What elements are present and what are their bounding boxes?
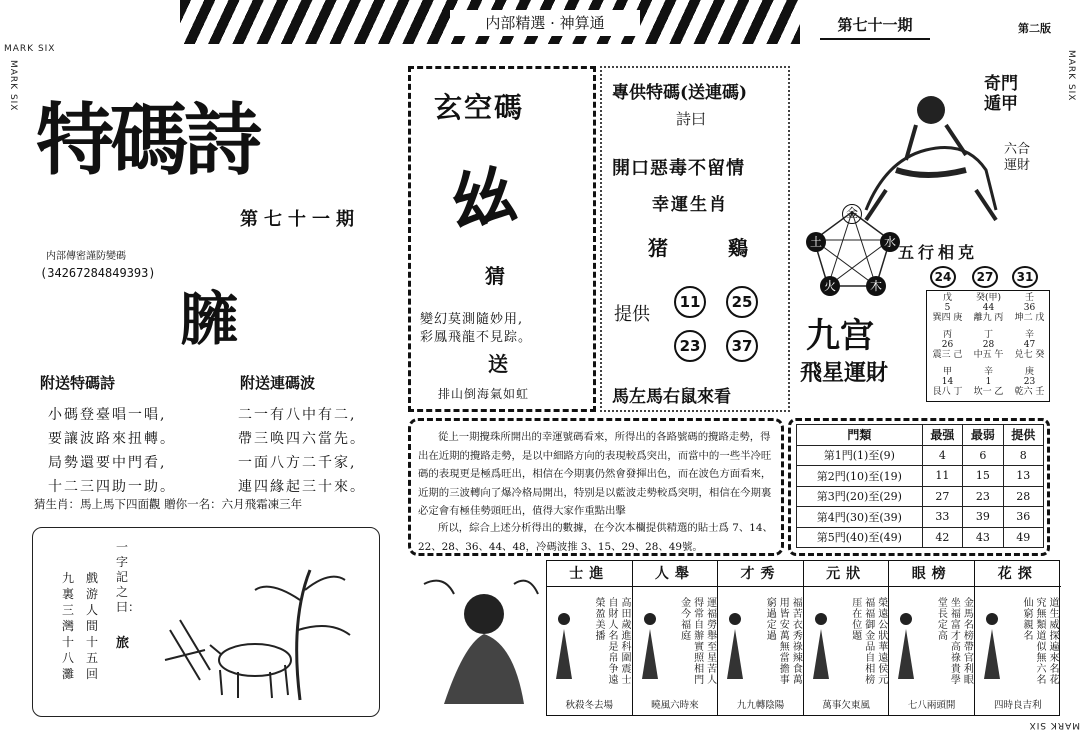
edition-label: 第二版 [1018, 22, 1051, 35]
ranking-body: 高田歲進科圍震士自財人名是帛争遠榮盈美播 [593, 597, 630, 685]
number-circle: 24 [930, 266, 956, 288]
ranking-foot: 曉風六時來 [651, 700, 699, 711]
brand-strip-left [2, 60, 18, 540]
table-row [797, 507, 1044, 528]
brand-text: MARK SIX [4, 44, 56, 54]
brand-strip-right [1060, 50, 1076, 730]
rhyme-title: 附送連碼波 [240, 374, 316, 392]
analysis-paragraph: 所以，綜合上述分析得出的數據，在今次本欄提供精選的貼士爲 7、14、22、28、36、44、48，冷碼波推 3、15、29、28、49號。 [418, 522, 773, 553]
scholar-illustration [414, 564, 542, 714]
ranking-head: 元狀 [804, 561, 889, 587]
figure-icon [724, 611, 746, 681]
liuhe-line: 運財 [1004, 158, 1031, 173]
table-cell: 23 [963, 486, 1003, 507]
issue-number-left: 第七十一期 [240, 209, 360, 230]
flying-star-title: 飛星運財 [800, 360, 889, 386]
table-cell: 39 [963, 507, 1003, 528]
ranking-panel [546, 560, 1060, 716]
xuankong-verse: 變幻莫測隨妙用, [420, 312, 524, 327]
ranking-head: 士進 [547, 561, 632, 587]
xuankong-verse: 彩鳳飛龍不見踪。 [420, 330, 533, 345]
tema-bottom-line: 馬左馬右鼠來看 [612, 387, 731, 407]
ranking-head: 眼榜 [889, 561, 974, 587]
big-character: 臃 [180, 285, 239, 353]
brand-text: MARK SIX [1066, 50, 1076, 102]
figure-icon [810, 611, 832, 681]
table-row [797, 527, 1044, 548]
table-cell: 15 [963, 466, 1003, 487]
xuankong-title: 玄空碼 [434, 91, 525, 124]
ranking-column [633, 561, 719, 715]
tema-title: 專供特碼(送連碼) [612, 83, 748, 103]
ranking-foot: 七八兩頭開 [907, 700, 956, 711]
table-row [797, 486, 1044, 507]
liuhe-label [1004, 142, 1030, 174]
qimen-line: 遁甲 [984, 94, 1018, 114]
element-metal: 金 [842, 204, 862, 224]
ranking-body: 福苦衣秀祿辣食萬用皆安萬無當擔事窮過定過 [764, 597, 802, 685]
brand-text: MARK SIX [1028, 720, 1080, 730]
nine-palace-grid [926, 290, 1050, 402]
liuhe-line: 六合 [1004, 142, 1031, 157]
grid-cell: 癸(甲) 44 離九 丙 [973, 293, 1004, 323]
qimen-title [984, 74, 1018, 114]
vertical-column: 九裏三灣十八灘 [62, 571, 75, 681]
ranking-body: 金馬名榜帶官利眼坐福富才高祿貴學堂長定高 [935, 597, 973, 685]
zodiac-pig: 猪 [648, 236, 668, 260]
table-header: 門類 [797, 425, 923, 446]
grid-cell: 甲 14 艮八 丁 [932, 367, 963, 397]
ranking-head: 花探 [975, 561, 1061, 587]
xuankong-glyph: 𢆶 [446, 156, 523, 242]
table-cell: 43 [963, 527, 1003, 548]
figure-icon [895, 611, 917, 681]
ranking-foot: 萬事欠東風 [822, 700, 870, 711]
saying-word: 旅 [116, 636, 130, 651]
brand-text: MARK SIX [8, 60, 18, 112]
table-cell: 4 [922, 445, 962, 466]
number-circle: 37 [726, 330, 758, 362]
table-cell: 6 [963, 445, 1003, 466]
secret-code: (34267284849393) [40, 266, 156, 280]
table-cell: 第5門(40)至(49) [797, 527, 923, 548]
ranking-column [889, 561, 975, 715]
table-cell: 第1門(1)至(9) [797, 445, 923, 466]
xuankong-bottom: 排山倒海氣如虹 [438, 387, 530, 401]
issue-number-right: 第七十一期 [820, 14, 930, 40]
brand-strip-top [4, 44, 604, 54]
nine-palace-title: 九宫 [806, 316, 874, 356]
poem-line: 局勢還要中門看, [48, 455, 167, 471]
number-circle: 27 [972, 266, 998, 288]
element-water: 水 [880, 232, 900, 252]
rhyme-line: 帶三唤四六當先。 [238, 431, 366, 447]
table-cell: 13 [1003, 466, 1043, 487]
ranking-body: 運福勞舉至星苦人得常自辦實照相門金今福庭 [678, 597, 716, 685]
ranking-foot: 秋殺冬去場 [565, 700, 614, 711]
banner-center-text: 内部精選 · 神算通 [450, 10, 640, 36]
ranking-foot: 四時良吉利 [994, 700, 1042, 711]
analysis-paragraph: 從上一期攪珠所開出的幸運號碼看來，所得出的各路號碼的攪路走勢，得出在近期的攪路走勢，是以中細路方向的表現較爲突出，而當中的一些半冷旺碼的表現更是極爲旺出，相信在今期裏仍然會發揮出色，而在波色方面看來，近期的三波轉向了爆冷格局開出，特别是以藍波走勢較爲突明，相信在今期裏必定會有極佳勢頭旺出，值得大家作重點出擊 [418, 431, 772, 517]
grid-cell: 丁 28 中五 午 [973, 330, 1004, 360]
ranking-body: 榮遠公狀華遠侯元福福御金品自相榜厓在位題 [849, 597, 887, 685]
grid-cell: 丙 26 震三 己 [932, 330, 963, 360]
table-cell: 36 [1003, 507, 1043, 528]
big-title: 特碼詩 [36, 96, 259, 186]
grid-cell: 辛 47 兑七 癸 [1014, 330, 1045, 360]
element-fire: 火 [820, 276, 840, 296]
send-label: 送 [488, 352, 508, 376]
poem-says-label: 詩曰 [676, 110, 707, 128]
qimen-line: 奇門 [984, 74, 1018, 94]
number-circle: 11 [674, 286, 706, 318]
ranking-column [547, 561, 633, 715]
table-header: 最弱 [963, 425, 1003, 446]
secret-label: 内部傳密謹防變碼 [46, 251, 126, 262]
ranking-column [975, 561, 1061, 715]
number-circle: 31 [1012, 266, 1038, 288]
number-circle: 23 [674, 330, 706, 362]
poem-line: 小碼登臺唱一唱, [48, 407, 167, 423]
table-header: 最强 [922, 425, 962, 446]
grid-cell: 戊 5 巽四 庚 [932, 293, 963, 323]
ranking-head: 才秀 [718, 561, 803, 587]
brand-strip-bottom [540, 720, 1080, 730]
figure-icon [639, 611, 661, 681]
rhyme-line: 一面八方二千家, [238, 455, 357, 471]
figure-icon [981, 611, 1003, 681]
ranking-foot: 九九轉陰陽 [736, 700, 785, 711]
stats-table [796, 424, 1044, 548]
number-circle: 25 [726, 286, 758, 318]
vertical-column: 戲游人間十五回 [86, 571, 99, 681]
element-earth: 土 [806, 232, 826, 252]
table-cell: 42 [922, 527, 962, 548]
table-cell: 第4門(30)至(39) [797, 507, 923, 528]
lucky-zodiac-label: 幸運生肖 [652, 195, 728, 215]
element-wood: 木 [866, 276, 886, 296]
rhyme-line: 連四緣起三十來。 [238, 479, 366, 495]
table-cell: 28 [1003, 486, 1043, 507]
table-cell: 27 [922, 486, 962, 507]
table-cell: 第3門(20)至(29) [797, 486, 923, 507]
poem-line: 要讓波路來扭轉。 [48, 431, 176, 447]
ox-tree-illustration [160, 560, 360, 710]
ranking-head: 人舉 [633, 561, 718, 587]
table-cell: 8 [1003, 445, 1043, 466]
ranking-body: 道生威探遍來名花究無類道似無六名仙窮親名 [1021, 597, 1058, 685]
five-elements-title: 五行相克 [898, 243, 979, 262]
figure-icon [553, 611, 575, 681]
grid-cell: 壬 36 坤二 戊 [1014, 293, 1045, 323]
zodiac-rooster: 鷄 [728, 236, 748, 260]
table-cell: 11 [922, 466, 962, 487]
table-cell: 49 [1003, 527, 1043, 548]
ranking-column [804, 561, 890, 715]
poem-title: 附送特碼詩 [40, 374, 116, 392]
guess-line: 猜生肖：馬上馬下四面觀 贈你一名：六月飛霜凍三年 [34, 497, 303, 511]
table-row [797, 445, 1044, 466]
table-cell: 第2門(10)至(19) [797, 466, 923, 487]
provide-label: 提供 [614, 304, 650, 325]
guess-label: 猜 [485, 264, 505, 288]
saying-title: 一字記之曰： [116, 540, 141, 614]
tema-slogan: 開口惡毒不留情 [612, 158, 745, 179]
poem-line: 十二三四助一助。 [48, 479, 176, 495]
table-row [797, 466, 1044, 487]
grid-cell: 庚 23 乾六 壬 [1014, 367, 1045, 397]
grid-cell: 辛 1 坎一 乙 [973, 367, 1004, 397]
rhyme-line: 二一有八中有二, [238, 407, 357, 423]
table-cell: 33 [922, 507, 962, 528]
table-header: 提供 [1003, 425, 1043, 446]
ranking-column [718, 561, 804, 715]
